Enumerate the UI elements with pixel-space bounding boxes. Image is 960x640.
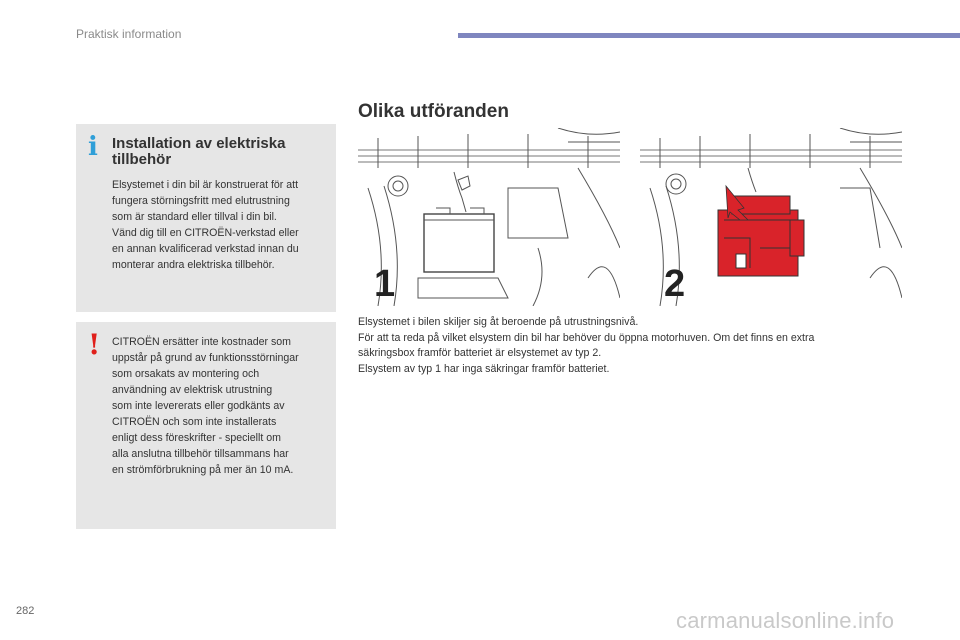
info-panel-text bbox=[112, 177, 334, 273]
warning-line: enligt dess föreskrifter - speciellt om bbox=[112, 432, 281, 444]
info-line: fungera störningsfritt med elutrustning bbox=[112, 195, 290, 207]
engine-bay-diagram-type-1 bbox=[358, 128, 620, 306]
info-line: Elsystemet i din bil är konstruerat för att bbox=[112, 179, 299, 191]
warning-line: alla anslutna tillbehör tillsammans har bbox=[112, 448, 289, 460]
warning-line: uppstår på grund av funktionsstörningar bbox=[112, 352, 299, 364]
engine-bay-illustration-1 bbox=[358, 128, 620, 306]
body-line: säkringsbox framför batteriet är elsystemet av typ 2. bbox=[358, 347, 602, 359]
info-line: som är standard eller tillval i din bil. bbox=[112, 211, 277, 223]
warning-line: som orsakats av montering och bbox=[112, 368, 260, 380]
watermark: carmanualsonline.info bbox=[676, 608, 895, 633]
info-line: en annan kvalificerad verkstad innan du bbox=[112, 243, 299, 255]
diagram-label-1: 1 bbox=[374, 263, 396, 305]
page-number: 282 bbox=[16, 605, 35, 617]
info-icon: i bbox=[88, 132, 98, 162]
diagram-label-2: 2 bbox=[664, 263, 686, 305]
warning-panel bbox=[76, 322, 336, 529]
info-heading-line-2: tillbehör bbox=[112, 151, 172, 168]
warning-line: som inte levererats eller godkänts av bbox=[112, 400, 285, 412]
warning-icon: ! bbox=[88, 328, 101, 361]
info-heading-line-1: Installation av elektriska bbox=[112, 135, 286, 152]
info-line: Vänd dig till en CITROËN-verkstad eller bbox=[112, 227, 299, 239]
section-title: Olika utföranden bbox=[358, 101, 509, 122]
engine-bay-diagram-type-2 bbox=[640, 128, 902, 306]
info-panel bbox=[76, 124, 336, 312]
header-accent-bar bbox=[458, 33, 960, 38]
section-body-text bbox=[358, 315, 918, 377]
body-line: För att ta reda på vilket elsystem din bil har behöver du öppna motorhuven. Om det finns en extra bbox=[358, 331, 815, 344]
warning-line: en strömförbrukning på mer än 10 mA. bbox=[112, 464, 294, 476]
warning-line: användning av elektrisk utrustning bbox=[112, 384, 273, 396]
warning-line: CITROËN ersätter inte kostnader som bbox=[112, 336, 291, 348]
warning-line: CITROËN och som inte installerats bbox=[112, 416, 277, 428]
info-panel-heading bbox=[112, 136, 330, 168]
body-line: Elsystemet i bilen skiljer sig åt beroende på utrustningsnivå. bbox=[358, 316, 639, 328]
info-line: monterar andra elektriska tillbehör. bbox=[112, 259, 275, 271]
engine-bay-illustration-2 bbox=[640, 128, 902, 306]
header-title: Praktisk information bbox=[76, 27, 182, 41]
warning-panel-text bbox=[112, 334, 334, 478]
body-line: Elsystem av typ 1 har inga säkringar framför batteriet. bbox=[358, 362, 610, 375]
